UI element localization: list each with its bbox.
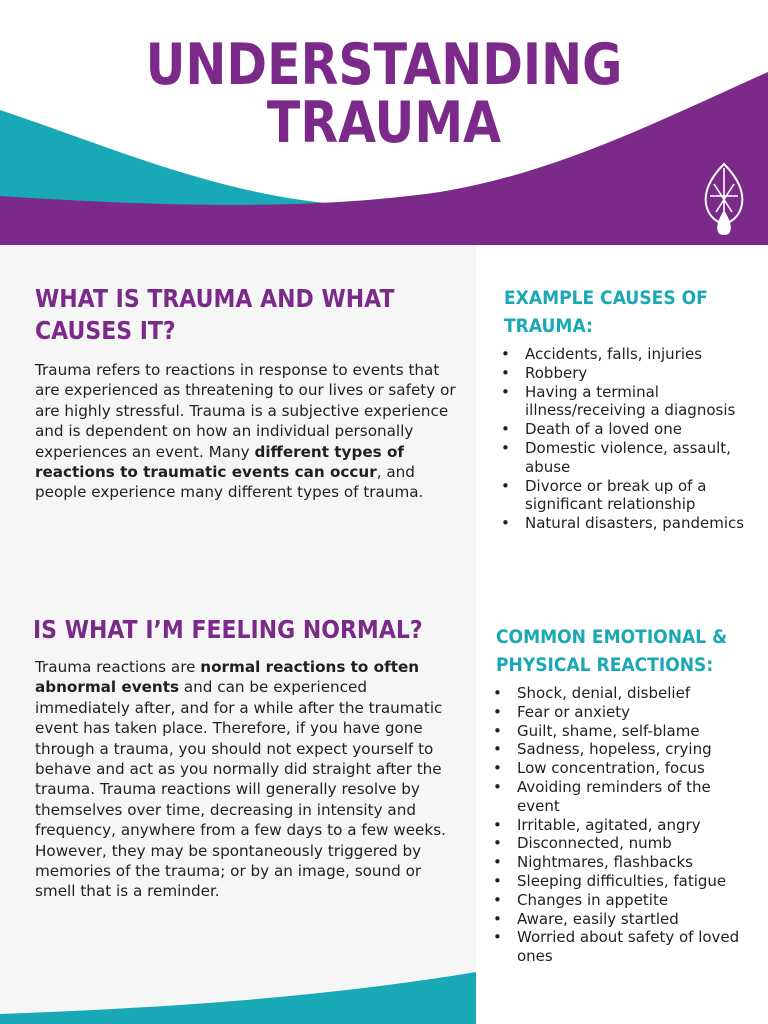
list-item: • Disconnected, numb bbox=[489, 834, 751, 853]
paragraph-text: and can be experienced immediately after, and for a while after the traumatic event has taken place. Therefore, if you have gone through a trauma, you should not expect yourself to behave and act as you normally did straight after the trauma. Trauma reactions will generally resolve by themselves over time, decreasing in intensity and frequency, anywhere from a few days to a few weeks. However, they may be spontaneously triggered by memories of the trauma; or by an image, sound or smell that is a reminder. bbox=[35, 678, 446, 901]
reactions-heading bbox=[496, 623, 727, 679]
list-item: • Guilt, shame, self-blame bbox=[489, 722, 751, 741]
list-item: • Changes in appetite bbox=[489, 891, 751, 910]
feeling-normal-heading: IS WHAT I’M FEELING NORMAL? bbox=[33, 615, 423, 644]
paragraph-text: , and people experience many different types of trauma. bbox=[35, 463, 424, 502]
list-item: • Avoiding reminders of the event bbox=[489, 778, 751, 816]
list-item: • Shock, denial, disbelief bbox=[489, 684, 751, 703]
bottom-wave bbox=[0, 968, 476, 1024]
list-item: • Irritable, agitated, angry bbox=[489, 816, 751, 835]
list-item: • Nightmares, flashbacks bbox=[489, 853, 751, 872]
what-is-trauma-heading bbox=[35, 283, 394, 347]
feeling-normal-paragraph bbox=[35, 657, 465, 902]
list-item: • Domestic violence, assault, abuse bbox=[497, 439, 759, 477]
reactions-list bbox=[489, 684, 751, 966]
heading-line: CAUSES IT? bbox=[35, 316, 176, 345]
title-line-1: UNDERSTANDING bbox=[145, 32, 623, 98]
page-title bbox=[0, 32, 768, 156]
heading-line: COMMON EMOTIONAL & bbox=[496, 626, 728, 648]
title-line-2: TRAUMA bbox=[266, 90, 502, 156]
list-item: • Death of a loved one bbox=[497, 420, 759, 439]
flame-leaf-icon bbox=[702, 162, 746, 238]
heading-line: PHYSICAL REACTIONS: bbox=[496, 654, 714, 676]
header-banner bbox=[0, 0, 768, 245]
heading-line: EXAMPLE CAUSES OF bbox=[504, 287, 708, 309]
paragraph-text: Trauma reactions are bbox=[35, 658, 201, 676]
heading-line: TRAUMA: bbox=[504, 315, 593, 337]
paragraph-bold: normal reactions to often abnormal events bbox=[35, 658, 420, 697]
causes-heading bbox=[504, 284, 708, 340]
list-item: • Accidents, falls, injuries bbox=[497, 345, 759, 364]
list-item: • Natural disasters, pandemics bbox=[497, 514, 759, 533]
list-item: • Having a terminal illness/receiving a diagnosis bbox=[497, 383, 759, 421]
what-is-trauma-paragraph bbox=[35, 360, 465, 503]
causes-list bbox=[497, 345, 759, 533]
list-item: • Sleeping difficulties, fatigue bbox=[489, 872, 751, 891]
list-item: • Low concentration, focus bbox=[489, 759, 751, 778]
list-item: • Aware, easily startled bbox=[489, 910, 751, 929]
list-item: • Sadness, hopeless, crying bbox=[489, 740, 751, 759]
heading-line: WHAT IS TRAUMA AND WHAT bbox=[35, 284, 395, 313]
paragraph-bold: different types of reactions to traumatic events can occur bbox=[35, 442, 404, 482]
paragraph-text: Trauma refers to reactions in response to events that are experienced as threatening to our lives or safety or are highly stressful. Trauma is a subjective experience and is dependent on how an individual personally experiences an event. Many bbox=[35, 361, 456, 461]
list-item: • Fear or anxiety bbox=[489, 703, 751, 722]
list-item: • Worried about safety of loved ones bbox=[489, 928, 751, 966]
list-item: • Robbery bbox=[497, 364, 759, 383]
list-item: • Divorce or break up of a significant relationship bbox=[497, 477, 759, 515]
